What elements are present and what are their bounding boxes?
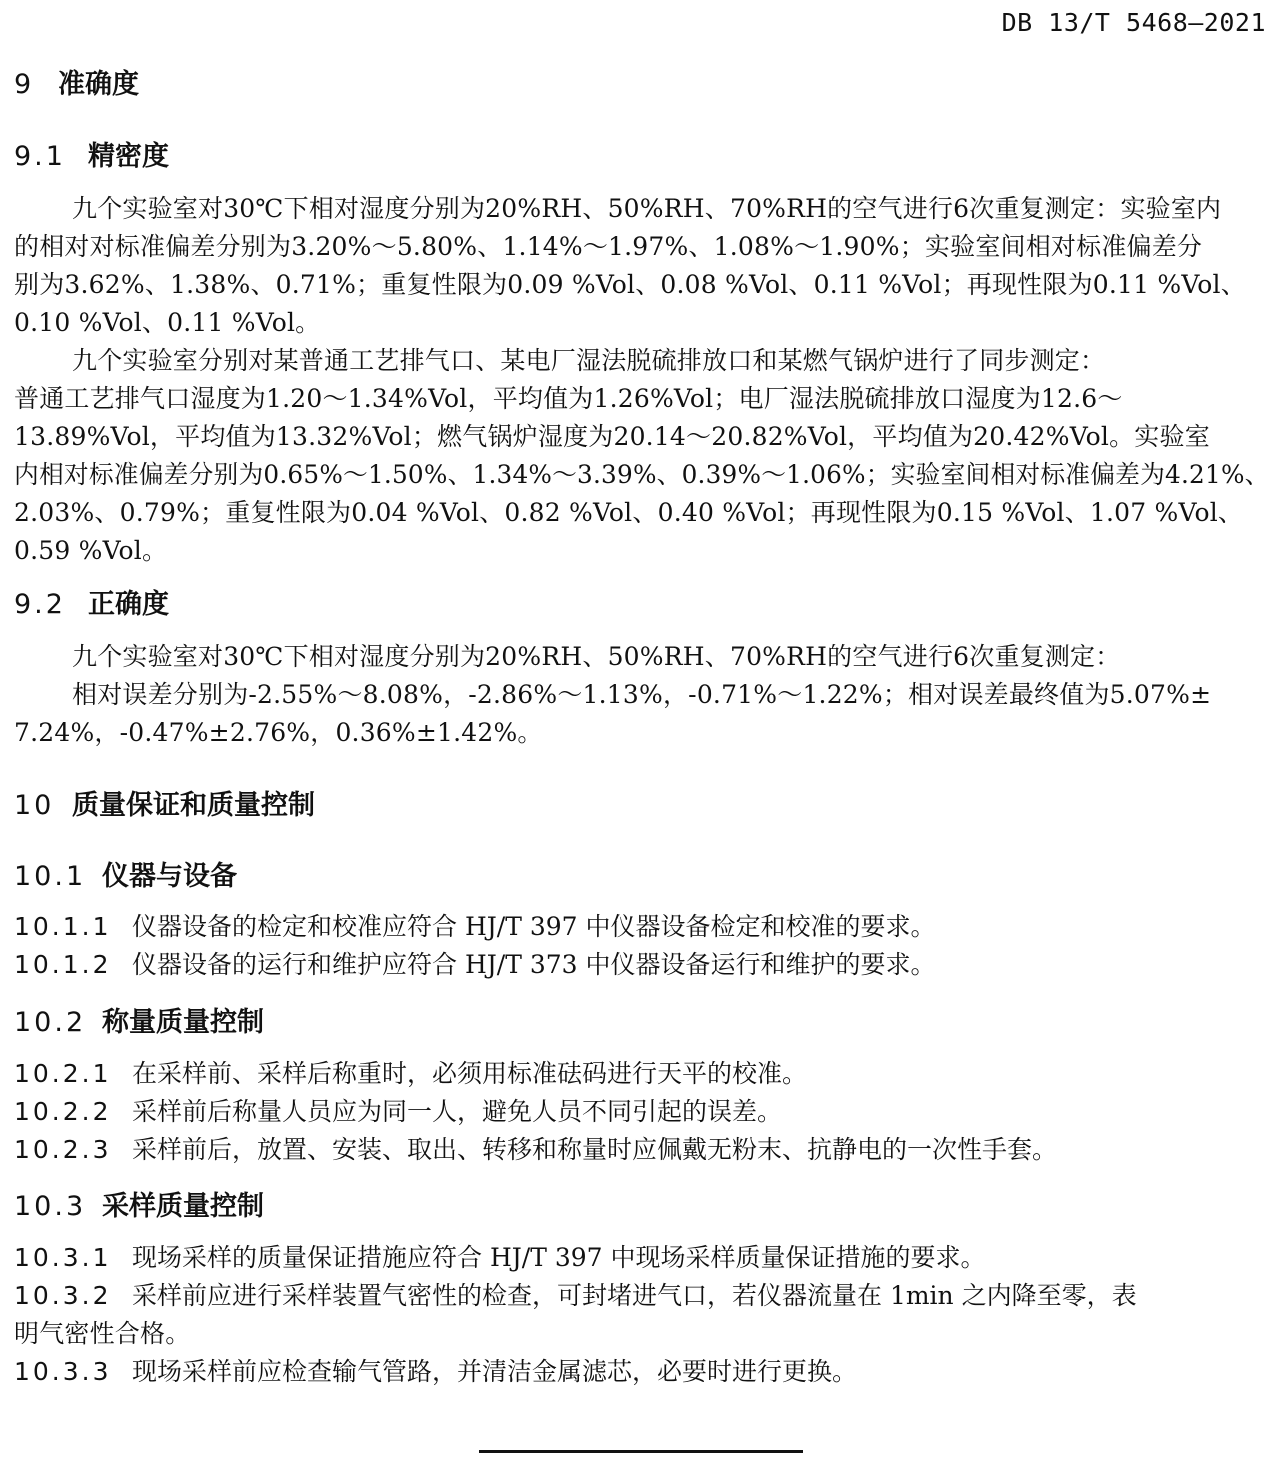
clause-number: 10.2.2 bbox=[14, 1097, 112, 1126]
paragraph-line: 7.24%，-0.47%±2.76%，0.36%±1.42%。 bbox=[14, 718, 543, 747]
paragraph-line: 九个实验室对30℃下相对湿度分别为20%RH、50%RH、70%RH的空气进行6次重复测定：实验室内 bbox=[72, 194, 1222, 223]
section-10-3-heading bbox=[14, 1184, 264, 1223]
clause-text: 现场采样的质量保证措施应符合 HJ/T 397 中现场采样质量保证措施的要求。 bbox=[132, 1243, 986, 1272]
clause-10-3-3 bbox=[14, 1352, 857, 1388]
clause-10-2-1 bbox=[14, 1054, 807, 1090]
clause-number: 10.1.1 bbox=[14, 912, 112, 941]
section-9-heading bbox=[14, 62, 139, 101]
clause-text: 采样前后称量人员应为同一人，避免人员不同引起的误差。 bbox=[132, 1097, 783, 1126]
paragraph-line: 2.03%、0.79%；重复性限为0.04 %Vol、0.82 %Vol、0.40 %Vol；再现性限为0.15 %Vol、1.07 %Vol、 bbox=[14, 498, 1244, 527]
clause-continuation: 明气密性合格。 bbox=[14, 1319, 191, 1348]
paragraph-line: 的相对对标准偏差分别为3.20%～5.80%、1.14%～1.97%、1.08%～1.90%；实验室间相对标准偏差分 bbox=[14, 232, 1203, 261]
section-number: 10.1 bbox=[14, 861, 87, 892]
section-number: 10.3 bbox=[14, 1191, 87, 1222]
clause-10-1-2 bbox=[14, 945, 935, 981]
clause-text: 仪器设备的运行和维护应符合 HJ/T 373 中仪器设备运行和维护的要求。 bbox=[132, 950, 936, 979]
section-title: 准确度 bbox=[58, 69, 139, 100]
paragraph-line: 普通工艺排气口湿度为1.20～1.34%Vol，平均值为1.26%Vol；电厂湿法脱硫排放口湿度为12.6～ bbox=[14, 384, 1123, 413]
section-9-1-heading bbox=[14, 134, 169, 173]
paragraph-line: 内相对标准偏差分别为0.65%～1.50%、1.34%～3.39%、0.39%～1.06%；实验室间相对标准偏差为4.21%、 bbox=[14, 460, 1270, 489]
section-number: 9 bbox=[14, 69, 35, 100]
paragraph-line: 九个实验室对30℃下相对湿度分别为20%RH、50%RH、70%RH的空气进行6次重复测定： bbox=[72, 642, 1121, 671]
paragraph-line: 13.89%Vol，平均值为13.32%Vol；燃气锅炉湿度为20.14～20.82%Vol，平均值为20.42%Vol。实验室 bbox=[14, 422, 1210, 451]
clause-number: 10.3.1 bbox=[14, 1243, 112, 1272]
section-title: 采样质量控制 bbox=[102, 1191, 264, 1222]
section-title: 正确度 bbox=[88, 589, 169, 620]
section-title: 称量质量控制 bbox=[102, 1007, 264, 1038]
clause-number: 10.3.2 bbox=[14, 1281, 112, 1310]
section-number: 10 bbox=[14, 790, 55, 821]
clause-10-3-1 bbox=[14, 1238, 985, 1274]
section-number: 10.2 bbox=[14, 1007, 87, 1038]
clause-text: 现场采样前应检查输气管路，并清洁金属滤芯，必要时进行更换。 bbox=[132, 1357, 858, 1386]
clause-number: 10.2.1 bbox=[14, 1059, 112, 1088]
paragraph-line: 相对误差分别为-2.55%～8.08%，-2.86%～1.13%，-0.71%～1.22%；相对误差最终值为5.07%± bbox=[72, 680, 1212, 709]
clause-10-2-2 bbox=[14, 1092, 782, 1128]
section-title: 精密度 bbox=[88, 141, 169, 172]
section-10-heading bbox=[14, 783, 315, 822]
clause-10-2-3 bbox=[14, 1130, 1057, 1166]
section-number: 9.2 bbox=[14, 589, 66, 620]
paragraph-line: 九个实验室分别对某普通工艺排气口、某电厂湿法脱硫排放口和某燃气锅炉进行了同步测定： bbox=[72, 346, 1106, 375]
section-10-2-heading bbox=[14, 1000, 264, 1039]
clause-text: 采样前后，放置、安装、取出、转移和称量时应佩戴无粉末、抗静电的一次性手套。 bbox=[132, 1135, 1058, 1164]
paragraph-line: 0.10 %Vol、0.11 %Vol。 bbox=[14, 308, 321, 337]
clause-text: 在采样前、采样后称重时，必须用标准砝码进行天平的校准。 bbox=[132, 1059, 808, 1088]
clause-text: 采样前应进行采样装置气密性的检查，可封堵进气口，若仪器流量在 1min 之内降至零，表 bbox=[132, 1281, 1137, 1310]
clause-number: 10.2.3 bbox=[14, 1135, 112, 1164]
paragraph-line: 0.59 %Vol。 bbox=[14, 536, 168, 565]
section-title: 质量保证和质量控制 bbox=[72, 790, 315, 821]
section-title: 仪器与设备 bbox=[102, 861, 237, 892]
clause-number: 10.1.2 bbox=[14, 950, 112, 979]
document-id: DB 13/T 5468—2021 bbox=[1001, 8, 1266, 37]
footer-rule bbox=[479, 1450, 803, 1453]
clause-text: 仪器设备的检定和校准应符合 HJ/T 397 中仪器设备检定和校准的要求。 bbox=[132, 912, 936, 941]
section-number: 9.1 bbox=[14, 141, 66, 172]
section-9-2-heading bbox=[14, 582, 169, 621]
clause-10-1-1 bbox=[14, 907, 935, 943]
clause-number: 10.3.3 bbox=[14, 1357, 112, 1386]
clause-10-3-2 bbox=[14, 1276, 1137, 1312]
section-10-1-heading bbox=[14, 854, 237, 893]
paragraph-line: 别为3.62%、1.38%、0.71%；重复性限为0.09 %Vol、0.08 %Vol、0.11 %Vol；再现性限为0.11 %Vol、 bbox=[14, 270, 1246, 299]
